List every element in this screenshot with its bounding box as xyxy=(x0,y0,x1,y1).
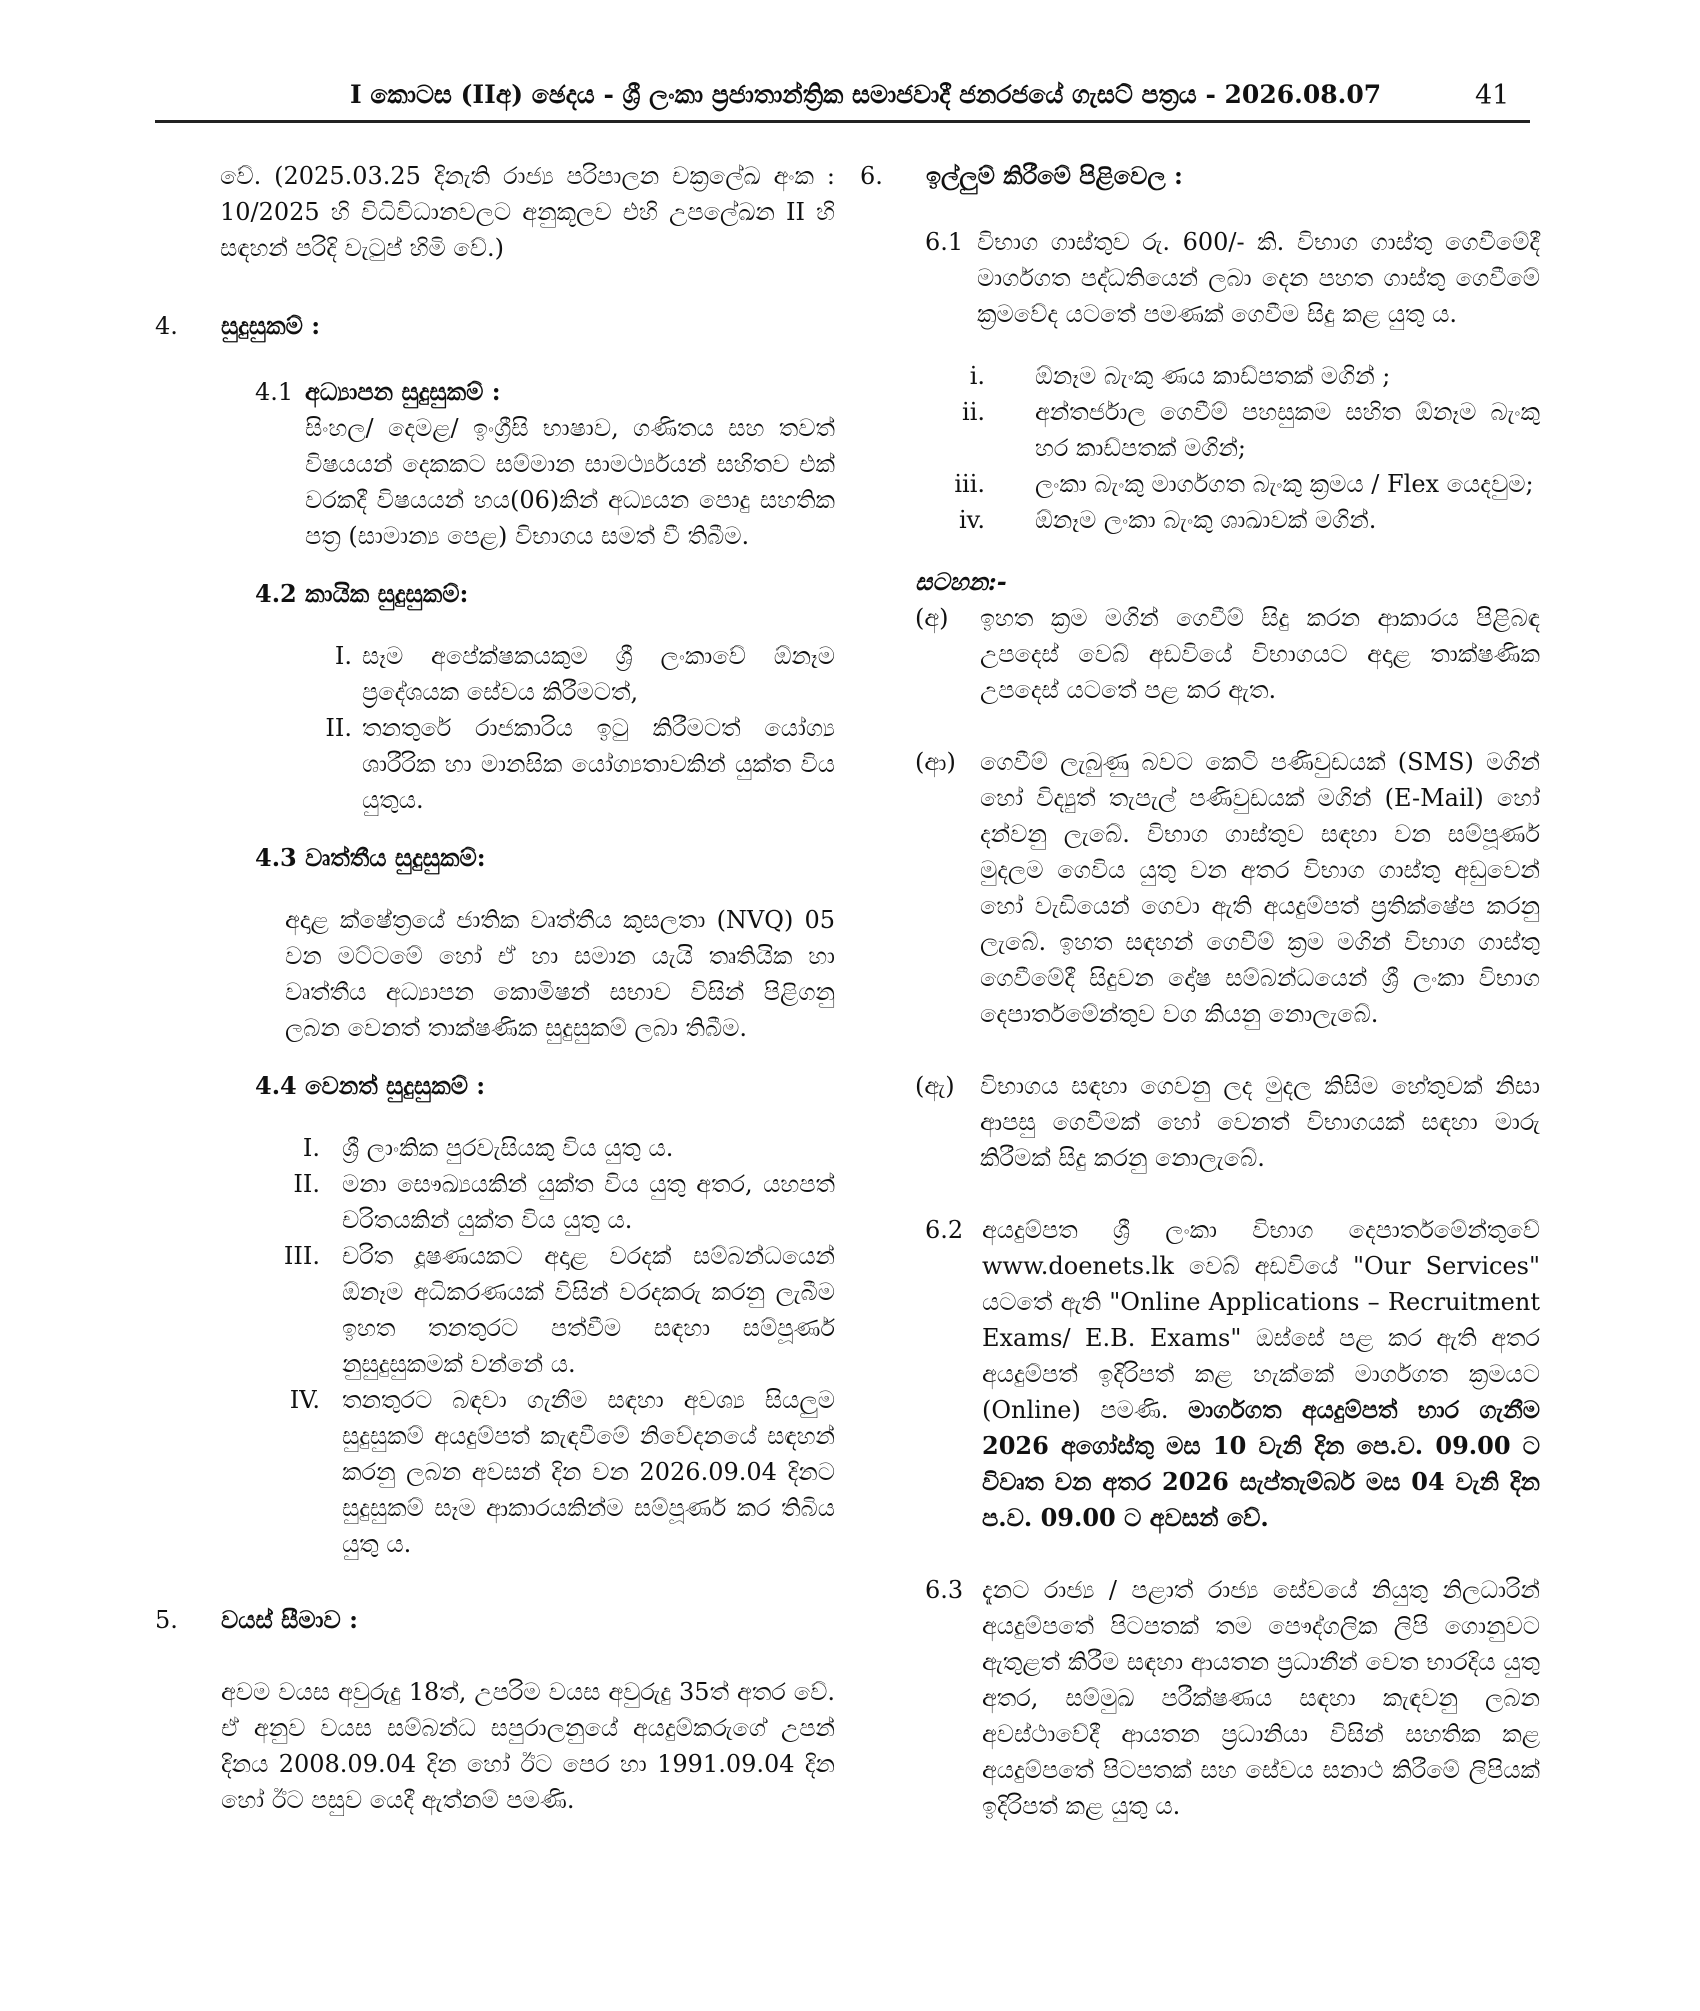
list-item xyxy=(925,466,1540,502)
intro-paragraph: වේ. (2025.03.25 දිනැති රාජ්‍ය පරිපාලන චක්‍රලේඛ අංක : 10/2025 හි විධිවිධානවලට අනුකූලව එහි උපලේඛන II හි සඳහන් පරිදි වැටුප් හිමි වේ.) xyxy=(220,162,835,262)
section-5-text: අවම වයස අවුරුදු 18ත්, උපරිම වයස අවුරුදු 35ත් අතර වේ. ඒ අනුව වයස සම්බන්ධ සපුරාලනුයේ අයදුම්කරුගේ උපන් දිනය 2008.09.04 දින හෝ ඊට පෙර හා 1991.09.04 දින හෝ ඊට පසුව යෙදී ඇත්නම් පමණි. xyxy=(221,1678,835,1814)
section-title: සුදුසුකම් : xyxy=(221,311,321,340)
section-6-3-text: දැනට රාජ්‍ය / පළාත් රාජ්‍ය සේවයේ නියුතු නිලධාරින් අයදුම්පතේ පිටපතක් තම පෞද්ගලික ලිපි ගොනුවට ඇතුළත් කිරීම සඳහා ආයතන ප්‍රධානීන් වෙත භාරදිය යුතු අතර, සම්මුඛ පරීක්ෂණය සඳහා කැඳවනු ලබන අවස්ථාවේදී ආයතන ප්‍රධානියා විසින් සහතික කළ අයදුම්පතේ පිටපතක් සහ සේවය සනාථ කිරීමේ ලිපියක් ඉදිරිපත් කළ යුතු ය. xyxy=(982,1576,1540,1820)
section-title: වයස් සීමාව : xyxy=(221,1605,359,1634)
section-6-2-text xyxy=(982,1212,1540,1536)
section-number: 4.1 xyxy=(255,378,294,406)
section-number: 6.3 xyxy=(925,1576,964,1604)
note-ae xyxy=(915,1068,1540,1176)
list-text: තනතුරට බඳවා ගැනීම සඳහා අවශ්‍ය සියලුම සුදුසුකම් අයදුම්පත් කැඳවීමේ නිවේදනයේ සඳහන් කරනු ලබන අවසන් දින වන 2026.09.04 දිනට සුදුසුකම් සෑම ආකාරයකින්ම සම්පූර්ණ කර තිබිය යුතු ය. xyxy=(342,1386,835,1558)
section-4-3-title: 4.3 වෘත්තීය සුදුසුකම්: xyxy=(255,843,486,872)
payment-methods-list xyxy=(925,358,1540,538)
list-item xyxy=(275,1238,835,1382)
header-rule xyxy=(155,120,1530,123)
note-aa xyxy=(915,744,1540,1032)
section-4-2-list xyxy=(310,638,835,818)
gazette-header-title: I කොටස (IIඅ) ඡෙදය - ශ්‍රී ලංකා ප්‍රජාතාන්ත්‍රික සමාජවාදී ජනරජයේ ගැසට් පත්‍රය - 2026.08.07 xyxy=(350,80,1382,109)
section-4-1 xyxy=(255,374,835,554)
list-item xyxy=(310,710,835,818)
note-marker: (අ) xyxy=(915,604,949,632)
section-number: 6.1 xyxy=(925,228,964,256)
list-text: සෑම අපේක්ෂකයකුම ශ්‍රී ලංකාවේ ඕනෑම ප්‍රදේශයක සේවය කිරීමටත්, xyxy=(362,642,835,706)
section-number: 6. xyxy=(860,162,883,190)
right-column xyxy=(860,158,1540,1824)
list-text: ලංකා බැංකු මාර්ගගත බැංකු ක්‍රමය / Flex යෙදවුම; xyxy=(1035,470,1534,498)
list-text: චරිත දූෂණයකට අදාළ වරදක් සම්බන්ධයෙන් ඕනෑම අධිකරණයක් විසින් වරදකරු කරනු ලැබීම ඉහත තනතුරට පත්වීම සඳහා සම්පූර්ණ නුසුදුසුකමක් වන්නේ ය. xyxy=(342,1242,835,1378)
list-marker: IV. xyxy=(289,1386,320,1414)
list-marker: II. xyxy=(293,1170,320,1198)
list-marker: I. xyxy=(302,1134,320,1162)
list-marker: III. xyxy=(283,1242,320,1270)
note-text: විභාගය සඳහා ගෙවනු ලද මුදල කිසිම හේතුවක් නිසා ආපසු ගෙවීමක් හෝ වෙනත් විභාගයක් සඳහා මාරු කිරීමක් සිදු කරනු නොලැබේ. xyxy=(980,1072,1540,1172)
section-4-3-text: අදාළ ක්ෂේත්‍රයේ ජාතික වෘත්තීය කුසලතා (NVQ) 05 වන මට්ටමේ හෝ ඒ හා සමාන යැයි තෘතියික හා වෘත්තීය අධ්‍යාපන කොමිෂන් සභාව විසින් පිළිගනු ලබන වෙනත් තාක්ෂණික සුදුසුකම් ලබා තිබීම. xyxy=(285,906,835,1042)
section-6-3 xyxy=(925,1572,1540,1824)
section-4-4-title: 4.4 වෙනත් සුදුසුකම් : xyxy=(255,1071,486,1100)
list-item xyxy=(925,358,1540,394)
list-text: මනා සෞඛ්‍යයකින් යුක්ත විය යුතු අතර, යහපත් චරිතයකින් යුක්ත විය යුතු ය. xyxy=(342,1170,835,1234)
list-marker: i. xyxy=(969,362,985,390)
note-text: ගෙවීම් ලැබුණු බවට කෙටි පණිවුඩයක් (SMS) මගින් හෝ විද්‍යුත් තැපැල් පණිවුඩයක් මගින් (E-Mail) හෝ දන්වනු ලැබේ. විභාග ගාස්තුව සඳහා වන සම්පූර්ණ මුදලම ගෙවිය යුතු වන අතර විභාග ගාස්තු අඩුවෙන් හෝ වැඩියෙන් ගෙවා ඇති අයදුම්පත් ප්‍රතික්ෂේප කරනු ලැබේ. ඉහත සඳහන් ගෙවීම් ක්‍රම මගින් විභාග ගාස්තු ගෙවීමේදී සිදුවන දෝෂ සම්බන්ධයෙන් ශ්‍රී ලංකා විභාග දෙපාර්තමේන්තුව වග කියනු නොලැබේ. xyxy=(980,748,1540,1028)
section-4-2-title: 4.2 කායික සුදුසුකම්: xyxy=(255,579,469,608)
list-marker: ii. xyxy=(962,398,985,426)
list-text: ශ්‍රී ලාංකික පුරවැසියකු විය යුතු ය. xyxy=(342,1134,674,1162)
list-marker: II. xyxy=(325,714,352,742)
list-item xyxy=(275,1130,835,1166)
section-number: 6.2 xyxy=(925,1216,964,1244)
page-header xyxy=(155,78,1530,124)
list-item xyxy=(275,1166,835,1238)
section-6-2-body: අයදුම්පත ශ්‍රී ලංකා විභාග දෙපාර්තමේන්තුවේ www.doenets.lk වෙබ් අඩවියේ "Our Services" යටතේ ඇති "Online Applications – Recruitment Exams/ E.B. Exams" ඔස්සේ පළ කර ඇති අතර අයදුම්පත් ඉදිරිපත් කළ හැක්කේ මාර්ගගත ක්‍රමයට (Online) පමණි. xyxy=(982,1216,1540,1424)
list-text: අන්තර්ජාල ගෙවීම් පහසුකම සහිත ඕනෑම බැංකු හර කාඩ්පතක් මගින්; xyxy=(1035,398,1540,462)
section-5-heading xyxy=(155,1602,835,1638)
section-number: 4. xyxy=(155,312,178,340)
left-column xyxy=(155,158,835,1818)
list-marker: I. xyxy=(334,642,352,670)
note-text: ඉහත ක්‍රම මගින් ගෙවීම් සිදු කරන ආකාරය පිළිබඳ උපදෙස් වෙබ් අඩවියේ විභාගයට අදාළ තාක්ෂණික උපදෙස් යටතේ පළ කර ඇත. xyxy=(980,604,1540,704)
page-number: 41 xyxy=(1475,80,1510,111)
notes-label: සටහන:- xyxy=(915,567,1007,596)
list-text: ඕනෑම බැංකු ණය කාඩ්පතක් මගින් ; xyxy=(1035,362,1391,390)
list-item xyxy=(310,638,835,710)
list-marker: iii. xyxy=(954,470,985,498)
note-marker: (ආ) xyxy=(915,748,956,776)
note-a xyxy=(915,600,1540,708)
list-text: තනතුරේ රාජකාරිය ඉටු කිරීමටත් යෝග්‍ය ශාරීරික හා මානසික යෝග්‍යතාවකින් යුක්ත විය යුතුය. xyxy=(362,714,835,814)
list-item xyxy=(275,1382,835,1562)
subsection-text: සිංහල/ දෙමළ/ ඉංග්‍රීසි භාෂාව, ගණිතය සහ තවත් විෂයයන් දෙකකට සම්මාන සාමර්ථ්‍යයන් සහිතව එක් වරකදී විෂයයන් හය(06)කින් අධ්‍යයන පොදු සහතික පත්‍ර (සාමාන්‍ය පෙළ) විභාගය සමත් වී තිබීම. xyxy=(305,414,835,550)
section-6-2 xyxy=(925,1212,1540,1536)
section-6-1 xyxy=(925,224,1540,332)
section-4-heading xyxy=(155,308,835,344)
section-number: 5. xyxy=(155,1606,178,1634)
list-marker: iv. xyxy=(958,506,985,534)
subsection-title: අධ්‍යාපන සුදුසුකම් : xyxy=(305,377,501,406)
list-text: ඕනෑම ලංකා බැංකු ශාඛාවක් මගින්. xyxy=(1035,506,1377,534)
section-title: ඉල්ලුම් කිරීමේ පිළිවෙල : xyxy=(926,161,1183,190)
section-4-4-list xyxy=(275,1130,835,1562)
note-marker: (ඇ) xyxy=(915,1072,955,1100)
section-6-1-text: විභාග ගාස්තුව රු. 600/- කි. විභාග ගාස්තු ගෙවීමේදී මාර්ගගත පද්ධතියෙන් ලබා දෙන පහත ගාස්තු ගෙවීමේ ක්‍රමවේද යටතේ පමණක් ගෙවීම සිදු කළ යුතු ය. xyxy=(977,228,1540,328)
section-6-heading xyxy=(860,158,1540,194)
list-item xyxy=(925,502,1540,538)
section-6-2-bold: මාර්ගගත අයදුම්පත් භාර ගැනීම 2026 අගෝස්තු මස 10 වැනි දින පෙ.ව. 09.00 ට විවෘත වන අතර 2026 සැප්තැම්බර් මස 04 වැනි දින ප.ව. 09.00 ට අවසන් වේ. xyxy=(982,1395,1541,1532)
list-item xyxy=(925,394,1540,466)
